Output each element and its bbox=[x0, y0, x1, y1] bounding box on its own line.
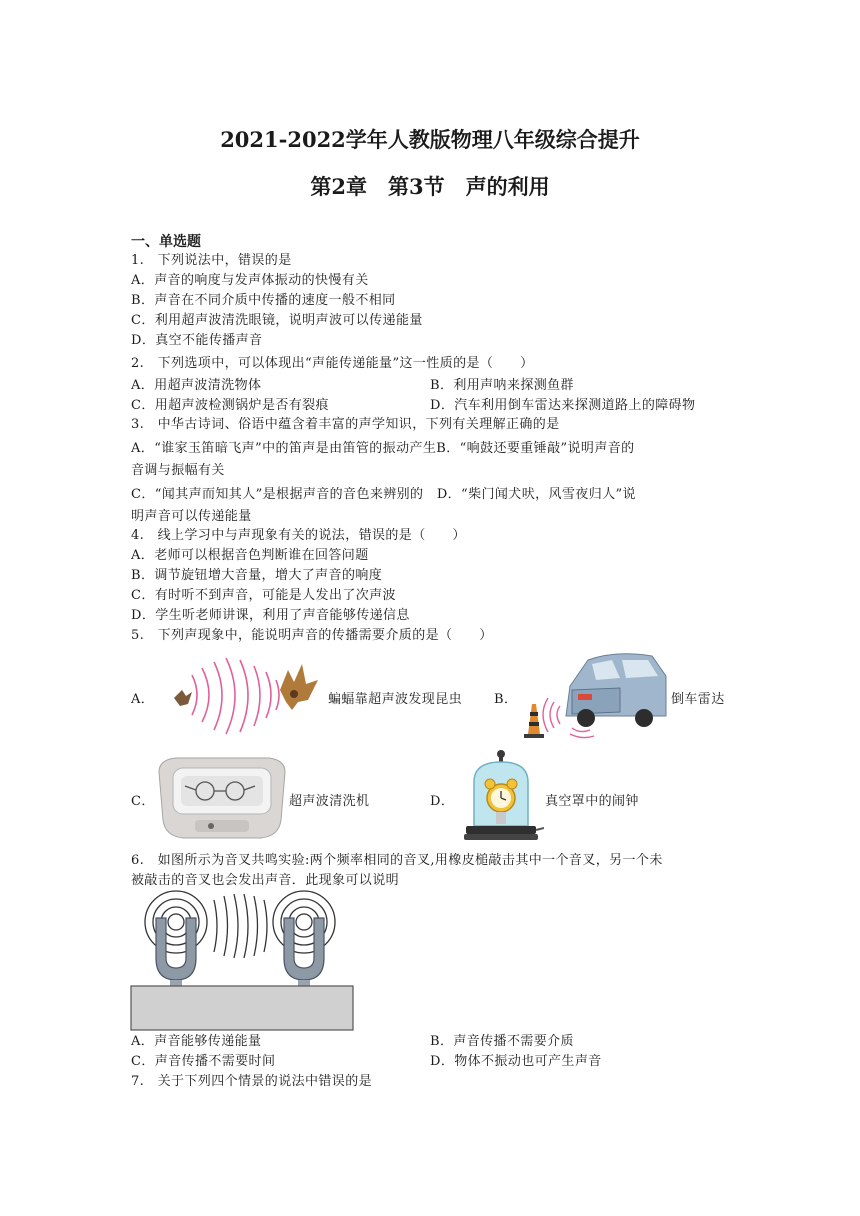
question-5-stem: 5. 下列声现象中，能说明声音的传播需要介质的是（ ） bbox=[131, 628, 493, 643]
question-6-stem-line-1: 6. 如图所示为音叉共鸣实验:两个频率相同的音叉,用橡皮槌敲击其中一个音叉，另一个未 bbox=[131, 853, 663, 868]
question-7-stem: 7. 关于下列四个情景的说法中错误的是 bbox=[131, 1074, 373, 1089]
question-2-option-d: D．汽车利用倒车雷达来探测道路上的障碍物 bbox=[430, 398, 696, 413]
question-5-option-c-label: C． bbox=[131, 794, 155, 809]
question-1-option-d: D．真空不能传播声音 bbox=[131, 333, 263, 348]
question-4-option-c: C．有时听不到声音，可能是人发出了次声波 bbox=[131, 588, 396, 603]
question-6-option-b: B．声音传播不需要介质 bbox=[430, 1034, 574, 1049]
question-5-option-a-label: A． bbox=[131, 692, 155, 707]
ultrasonic-cleaner-illustration bbox=[155, 750, 289, 842]
question-3-line-4: 明声音可以传递能量 bbox=[131, 509, 252, 524]
question-5-option-b-caption: 倒车雷达 bbox=[671, 692, 725, 707]
question-2-option-c: C．用超声波检测锅炉是否有裂痕 bbox=[131, 398, 329, 413]
bat-ultrasound-illustration bbox=[162, 650, 328, 740]
question-5-option-c-caption: 超声波清洗机 bbox=[289, 794, 370, 809]
question-6-option-c: C．声音传播不需要时间 bbox=[131, 1054, 276, 1069]
question-4-option-b: B．调节旋钮增大音量，增大了声音的响度 bbox=[131, 568, 383, 583]
question-4-option-a: A．老师可以根据音色判断谁在回答问题 bbox=[131, 548, 369, 563]
page-subtitle: 第2章 第3节 声的利用 bbox=[310, 174, 550, 199]
question-6-stem-line-2: 被敲击的音叉也会发出声音．此现象可以说明 bbox=[131, 873, 400, 888]
car-parking-radar-illustration bbox=[516, 646, 668, 742]
question-4-stem: 4. 线上学习中与声现象有关的说法，错误的是（ ） bbox=[131, 528, 466, 543]
question-3-line-3: C．“闻其声而知其人”是根据声音的音色来辨别的 D．“柴门闻犬吠，风雪夜归人”说 bbox=[131, 487, 636, 502]
section-title: 一、单选题 bbox=[131, 234, 201, 250]
question-1-stem: 1. 下列说法中，错误的是 bbox=[131, 253, 292, 268]
page-title: 2021-2022学年人教版物理八年级综合提升 bbox=[220, 127, 640, 152]
question-1-option-c: C．利用超声波清洗眼镜，说明声波可以传递能量 bbox=[131, 313, 423, 328]
tuning-fork-resonance-diagram bbox=[130, 888, 354, 1032]
question-2-option-a: A．用超声波清洗物体 bbox=[131, 378, 262, 393]
question-6-option-d: D．物体不振动也可产生声音 bbox=[430, 1054, 602, 1069]
question-5-option-d-caption: 真空罩中的闹钟 bbox=[545, 794, 639, 809]
question-3-stem: 3. 中华古诗词、俗语中蕴含着丰富的声学知识，下列有关理解正确的是 bbox=[131, 417, 560, 432]
question-5-option-d-label: D． bbox=[430, 794, 455, 809]
question-5-option-a-caption: 蝙蝠靠超声波发现昆虫 bbox=[328, 692, 463, 707]
question-4-option-d: D．学生听老师讲课，利用了声音能够传递信息 bbox=[131, 608, 410, 623]
question-1-option-a: A．声音的响度与发声体振动的快慢有关 bbox=[131, 273, 369, 288]
question-2-stem: 2. 下列选项中，可以体现出“声能传递能量”这一性质的是（ ） bbox=[131, 356, 534, 371]
question-1-option-b: B．声音在不同介质中传播的速度一般不相同 bbox=[131, 293, 396, 308]
question-3-line-2: 音调与振幅有关 bbox=[131, 463, 225, 478]
vacuum-jar-alarm-clock-illustration bbox=[458, 748, 544, 844]
question-2-option-b: B．利用声呐来探测鱼群 bbox=[430, 378, 574, 393]
question-5-option-b-label: B． bbox=[494, 692, 518, 707]
question-6-option-a: A．声音能够传递能量 bbox=[131, 1034, 262, 1049]
question-3-line-1: A．“谁家玉笛暗飞声”中的笛声是由笛管的振动产生B．“响鼓还要重锤敲”说明声音的 bbox=[131, 441, 635, 456]
